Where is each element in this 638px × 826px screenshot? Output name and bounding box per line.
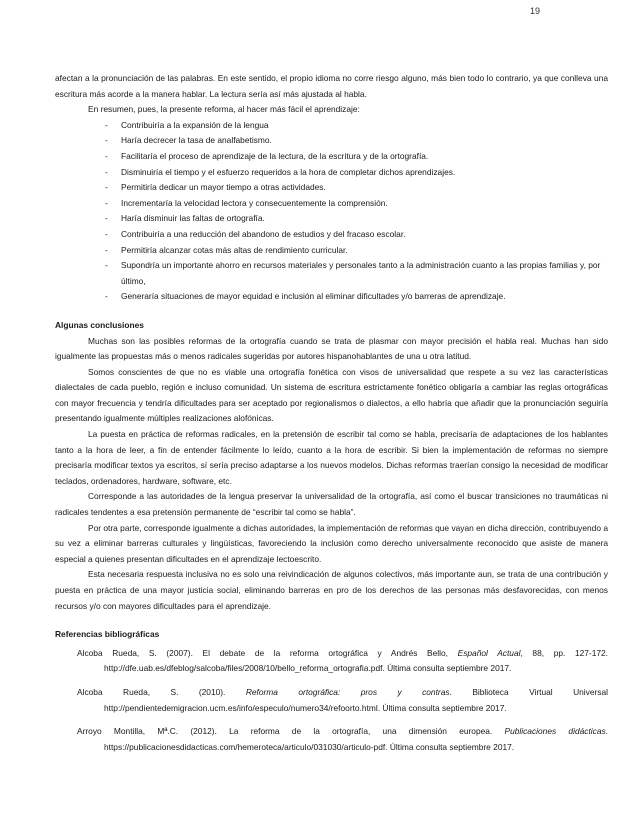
conclusions-paragraph: Esta necesaria respuesta inclusiva no es solo una reivindicación de algunos colectivos, más importante aun, se trata de una contribución y puesta en práctica de una mayor justicia social, eliminando barreras en pro de los derechos de las personas más desfavorecidas, con menos recursos y/o con mayores dificultades para el aprendizaje. — [55, 569, 608, 611]
list-item: - Facilitaría el proceso de aprendizaje de la lectura, de la escritura y de la ortografía. — [105, 150, 429, 161]
references-list — [55, 646, 608, 756]
list-item: - Contribuiría a la expansión de la lengua — [105, 119, 269, 130]
conclusions-paragraph: La puesta en práctica de reformas radicales, en la pretensión de escribir tal como se habla, precisaría de adaptaciones de los hablantes tanto a la hora de leer, a fin de entender fácilmente lo leído, cuanto a la hora de escribir. Si bien la implementación de reformas no siempre precisaría modificar textos ya escritos, sí sería preciso adaptarse a los nuevos modelos. Dichas reformas traerían consigo la necesidad de modificar teclados, ordenadores, hardware, software, etc. — [55, 429, 608, 486]
reference-entry: Alcoba Rueda, S. (2010). Reforma ortográfica: pros y contras. Biblioteca Virtual Universal http://pendientedemigracion.ucm.es/info/especulo/numero34/refoorto.html. Última consulta septiembre 2017. — [77, 686, 608, 713]
conclusions-paragraph: Por otra parte, corresponde igualmente a dichas autoridades, la implementación de reformas que vayan en dicha dirección, contribuyendo a su vez a eliminar barreras culturales y lingüísticas, favoreciendo la inclusión como derecho universalmente reconocido que asiste de manera especial a quienes presentan dificultades en el aprendizaje lectoescrito. — [55, 522, 608, 564]
page-number: 19 — [529, 6, 540, 16]
document-body — [55, 71, 608, 763]
list-item: - Contribuiría a una reducción del abandono de estudios y del fracaso escolar. — [105, 228, 406, 239]
list-item: - Supondría un importante ahorro en recursos materiales y personales tanto a la administración cuanto a las propias familias y, por último, — [105, 260, 601, 286]
opening-paragraph: afectan a la pronunciación de las palabras. En este sentido, el propio idioma no corre riesgo alguno, más bien todo lo contrario, ya que conlleva una escritura más acorde a la manera hablar. La lectura sería así más ajustada al habla. — [55, 73, 608, 99]
list-item: - Disminuiría el tiempo y el esfuerzo requeridos a la hora de completar dichos aprendizajes. — [105, 166, 456, 177]
list-item: - Haría disminuir las faltas de ortografía. — [105, 213, 265, 224]
list-item: - Incrementaría la velocidad lectora y consecuentemente la comprensión. — [105, 197, 388, 208]
list-item: - Haría decrecer la tasa de analfabetismo. — [105, 135, 272, 146]
benefits-list — [55, 118, 608, 305]
list-item: - Permitiría dedicar un mayor tiempo a otras actividades. — [105, 182, 326, 193]
section-title-conclusions: Algunas conclusiones — [55, 319, 144, 330]
list-item: - Generaría situaciones de mayor equidad e inclusión al eliminar dificultades y/o barreras de aprendizaje. — [105, 291, 506, 302]
section-title-references: Referencias bibliográficas — [55, 629, 160, 640]
conclusions-paragraph: Muchas son las posibles reformas de la ortografía cuando se trata de plasmar con mayor precisión el habla real. Muchas han sido igualmente las propuestas más o menos radicales sugeridas por autores hispanohablantes de una u otra latitud. — [55, 335, 608, 362]
list-item: - Permitiría alcanzar cotas más altas de rendimiento curricular. — [105, 244, 348, 255]
conclusions-paragraph: Somos conscientes de que no es viable una ortografía fonética con visos de universalidad que respete a su vez las características dialectales de cada pueblo, región e incluso comunidad. Un sistema de escritura estrictamente fonético obligaría a cambiar las reglas ortográficas con mayor frecuencia y tendría dificultades para ser aceptado por regionalismos o dialectos, a ello habría que añadir que la pronunciación seguiría presentando igualmente múltiples realizaciones alofónicas. — [55, 366, 608, 424]
conclusions-paragraph: Corresponde a las autoridades de la lengua preservar la universalidad de la ortografía, así como el buscar transiciones no traumáticas ni radicales tendentes a esa pretensión permanente de “escribir tal como se habla”. — [55, 491, 608, 518]
summary-intro: En resumen, pues, la presente reforma, al hacer más fácil el aprendizaje: — [88, 104, 360, 115]
reference-entry: Arroyo Montilla, Mª.C. (2012). La reforma de la ortografía, una dimensión europea. Publicaciones didácticas. https://publicacionesdidacticas.com/hemeroteca/articulo/031030/articulo-pdf. Última consulta septiembre 2017. — [77, 726, 608, 752]
reference-entry: Alcoba Rueda, S. (2007). El debate de la reforma ortográfica y Andrés Bello, Español Actual, 88, pp. 127-172. http://dfe.uab.es/dfeblog/salcoba/files/2008/10/bello_reforma_ortografia.pdf. Última consulta septiembre 2017. — [77, 647, 609, 674]
